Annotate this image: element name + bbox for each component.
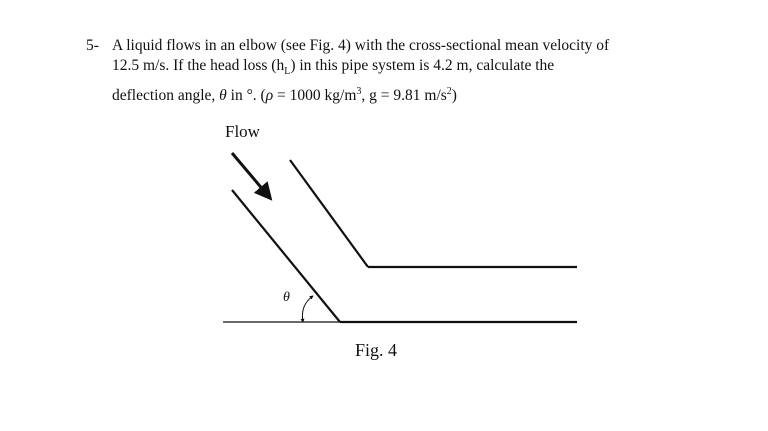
- problem-line-3-b: in °. (: [226, 87, 266, 105]
- rho-symbol: ρ: [265, 87, 274, 105]
- superscript-2: 2: [446, 86, 452, 98]
- problem-line-1: A liquid flows in an elbow (see Fig. 4) with the cross-sectional mean velocity of: [112, 37, 610, 54]
- theta-label: θ: [283, 290, 290, 305]
- pipe-upper-wall-inclined: [290, 160, 368, 267]
- flow-arrow: [232, 153, 270, 198]
- superscript-3: 3: [356, 86, 362, 98]
- problem-line-3-e: ): [451, 87, 457, 105]
- flow-label: Flow: [225, 122, 260, 141]
- problem-line-3-c: = 1000 kg/m: [273, 87, 357, 105]
- problem-line-2-end: ) in this pipe system is 4.2 m, calculate the: [290, 57, 555, 74]
- problem-line-2-start: 12.5 m/s. If the head loss (h: [112, 57, 285, 74]
- problem-line-3-a: deflection angle,: [112, 87, 220, 105]
- figure-caption: Fig. 4: [355, 340, 398, 360]
- problem-number: 5-: [86, 37, 99, 54]
- theta-symbol: θ: [219, 87, 227, 105]
- angle-arc: [302, 296, 313, 322]
- head-loss-subscript: L: [284, 66, 291, 78]
- problem-line-3-d: , g = 9.81 m/s: [361, 87, 447, 105]
